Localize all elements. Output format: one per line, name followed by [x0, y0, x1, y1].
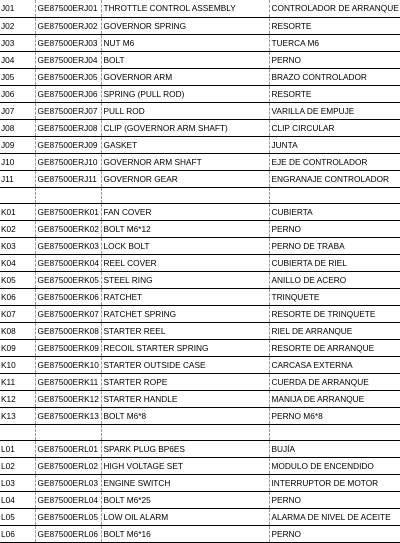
english-name-cell: STARTER HANDLE: [101, 390, 269, 407]
item-code-cell: J03: [0, 34, 35, 51]
part-number-cell: GE87500ERL04: [35, 491, 101, 508]
part-number-cell: GE87500ERL03: [35, 474, 101, 491]
table-separator-row: [0, 187, 400, 203]
item-code-cell: L06: [0, 525, 35, 542]
part-number-cell: GE87500ERJ11: [35, 170, 101, 187]
item-code-cell: J04: [0, 51, 35, 68]
table-row: [0, 136, 400, 153]
part-number-cell: [35, 187, 101, 203]
part-number-cell: GE87500ERJ09: [35, 136, 101, 153]
english-name-cell: [101, 424, 269, 440]
english-name-cell: RATCHET: [101, 288, 269, 305]
part-number-cell: GE87500ERJ05: [35, 68, 101, 85]
spanish-name-cell: TRINQUETE: [269, 288, 400, 305]
english-name-cell: [101, 187, 269, 203]
english-name-cell: BOLT: [101, 51, 269, 68]
table-row: [0, 491, 400, 508]
item-code-cell: [0, 424, 35, 440]
english-name-cell: STARTER REEL: [101, 322, 269, 339]
english-name-cell: REEL COVER: [101, 254, 269, 271]
table-row: [0, 17, 400, 34]
table-row: [0, 457, 400, 474]
spanish-name-cell: CONTROLADOR DE ARRANQUE: [269, 0, 400, 17]
part-number-cell: GE87500ERK10: [35, 356, 101, 373]
item-code-cell: K09: [0, 339, 35, 356]
part-number-cell: GE87500ERK09: [35, 339, 101, 356]
spanish-name-cell: PERNO: [269, 51, 400, 68]
table-row: [0, 254, 400, 271]
english-name-cell: HIGH VOLTAGE SET: [101, 457, 269, 474]
english-name-cell: PULL ROD: [101, 102, 269, 119]
item-code-cell: J10: [0, 153, 35, 170]
item-code-cell: J11: [0, 170, 35, 187]
table-row: [0, 525, 400, 542]
table-row: [0, 51, 400, 68]
table-row: [0, 339, 400, 356]
spanish-name-cell: VARILLA DE EMPUJE: [269, 102, 400, 119]
spanish-name-cell: [269, 187, 400, 203]
table-row: [0, 271, 400, 288]
spanish-name-cell: CUERDA DE ARRANQUE: [269, 373, 400, 390]
part-number-cell: GE87500ERJ01: [35, 0, 101, 17]
part-number-cell: GE87500ERL05: [35, 508, 101, 525]
part-number-cell: GE87500ERK02: [35, 220, 101, 237]
table-row: [0, 440, 400, 457]
english-name-cell: GASKET: [101, 136, 269, 153]
item-code-cell: J02: [0, 17, 35, 34]
spanish-name-cell: MANIJA DE ARRANQUE: [269, 390, 400, 407]
part-number-cell: GE87500ERK01: [35, 203, 101, 220]
part-number-cell: [35, 424, 101, 440]
table-row: [0, 237, 400, 254]
item-code-cell: J09: [0, 136, 35, 153]
part-number-cell: GE87500ERJ08: [35, 119, 101, 136]
spanish-name-cell: EJE DE CONTROLADOR: [269, 153, 400, 170]
part-number-cell: GE87500ERK08: [35, 322, 101, 339]
english-name-cell: CLIP (GOVERNOR ARM SHAFT): [101, 119, 269, 136]
spanish-name-cell: PERNO: [269, 491, 400, 508]
spanish-name-cell: CUBIERTA DE RIEL: [269, 254, 400, 271]
spanish-name-cell: JUNTA: [269, 136, 400, 153]
table-row: [0, 68, 400, 85]
part-number-cell: GE87500ERL01: [35, 440, 101, 457]
spanish-name-cell: [269, 424, 400, 440]
english-name-cell: RECOIL STARTER SPRING: [101, 339, 269, 356]
english-name-cell: STEEL RING: [101, 271, 269, 288]
english-name-cell: ENGINE SWITCH: [101, 474, 269, 491]
spanish-name-cell: ANILLO DE ACERO: [269, 271, 400, 288]
item-code-cell: K02: [0, 220, 35, 237]
spanish-name-cell: CARCASA EXTERNA: [269, 356, 400, 373]
english-name-cell: RATCHET SPRING: [101, 305, 269, 322]
item-code-cell: J07: [0, 102, 35, 119]
english-name-cell: STARTER OUTSIDE CASE: [101, 356, 269, 373]
english-name-cell: NUT M6: [101, 34, 269, 51]
part-number-cell: GE87500ERL06: [35, 525, 101, 542]
part-number-cell: GE87500ERL02: [35, 457, 101, 474]
english-name-cell: GOVERNOR ARM SHAFT: [101, 153, 269, 170]
table-row: [0, 305, 400, 322]
part-number-cell: GE87500ERK11: [35, 373, 101, 390]
english-name-cell: GOVERNOR GEAR: [101, 170, 269, 187]
spanish-name-cell: CUBIERTA: [269, 203, 400, 220]
part-number-cell: GE87500ERK07: [35, 305, 101, 322]
table-row: [0, 390, 400, 407]
item-code-cell: K03: [0, 237, 35, 254]
item-code-cell: K07: [0, 305, 35, 322]
spanish-name-cell: ALARMA DE NIVEL DE ACEITE: [269, 508, 400, 525]
part-number-cell: GE87500ERK03: [35, 237, 101, 254]
table-row: [0, 356, 400, 373]
english-name-cell: BOLT M6*25: [101, 491, 269, 508]
item-code-cell: L03: [0, 474, 35, 491]
table-row: [0, 102, 400, 119]
item-code-cell: J06: [0, 85, 35, 102]
table-row: [0, 508, 400, 525]
item-code-cell: J08: [0, 119, 35, 136]
spanish-name-cell: RIEL DE ARRANQUE: [269, 322, 400, 339]
table-row: [0, 170, 400, 187]
english-name-cell: STARTER ROPE: [101, 373, 269, 390]
part-number-cell: GE87500ERK04: [35, 254, 101, 271]
spanish-name-cell: RESORTE DE TRINQUETE: [269, 305, 400, 322]
spanish-name-cell: ENGRANAJE CONTROLADOR: [269, 170, 400, 187]
spanish-name-cell: CLIP CIRCULAR: [269, 119, 400, 136]
table-row: [0, 474, 400, 491]
part-number-cell: GE87500ERK06: [35, 288, 101, 305]
spanish-name-cell: RESORTE: [269, 17, 400, 34]
table-row: [0, 373, 400, 390]
table-row: [0, 85, 400, 102]
part-number-cell: GE87500ERJ04: [35, 51, 101, 68]
item-code-cell: K10: [0, 356, 35, 373]
table-row: [0, 119, 400, 136]
spanish-name-cell: BUJÍA: [269, 440, 400, 457]
spanish-name-cell: BRAZO CONTROLADOR: [269, 68, 400, 85]
english-name-cell: SPARK PLUG BP6ES: [101, 440, 269, 457]
item-code-cell: K13: [0, 407, 35, 424]
table-row: [0, 407, 400, 424]
item-code-cell: K08: [0, 322, 35, 339]
english-name-cell: THROTTLE CONTROL ASSEMBLY: [101, 0, 269, 17]
table-row: [0, 153, 400, 170]
item-code-cell: K06: [0, 288, 35, 305]
table-row: [0, 220, 400, 237]
english-name-cell: LOCK BOLT: [101, 237, 269, 254]
table-row: [0, 0, 400, 17]
item-code-cell: K05: [0, 271, 35, 288]
part-number-cell: GE87500ERK12: [35, 390, 101, 407]
english-name-cell: SPRING (PULL ROD): [101, 85, 269, 102]
item-code-cell: [0, 187, 35, 203]
part-number-cell: GE87500ERJ02: [35, 17, 101, 34]
item-code-cell: K01: [0, 203, 35, 220]
spanish-name-cell: INTERRUPTOR DE MOTOR: [269, 474, 400, 491]
english-name-cell: LOW OIL ALARM: [101, 508, 269, 525]
item-code-cell: J01: [0, 0, 35, 17]
item-code-cell: K11: [0, 373, 35, 390]
part-number-cell: GE87500ERJ06: [35, 85, 101, 102]
spanish-name-cell: RESORTE: [269, 85, 400, 102]
spanish-name-cell: PERNO M6*8: [269, 407, 400, 424]
spanish-name-cell: RESORTE DE ARRANQUE: [269, 339, 400, 356]
english-name-cell: GOVERNOR SPRING: [101, 17, 269, 34]
part-number-cell: GE87500ERJ10: [35, 153, 101, 170]
spanish-name-cell: PERNO DE TRABA: [269, 237, 400, 254]
english-name-cell: BOLT M6*8: [101, 407, 269, 424]
part-number-cell: GE87500ERJ03: [35, 34, 101, 51]
english-name-cell: GOVERNOR ARM: [101, 68, 269, 85]
part-number-cell: GE87500ERK13: [35, 407, 101, 424]
table-row: [0, 322, 400, 339]
spanish-name-cell: MODULO DE ENCENDIDO: [269, 457, 400, 474]
table-separator-row: [0, 424, 400, 440]
item-code-cell: L04: [0, 491, 35, 508]
item-code-cell: K04: [0, 254, 35, 271]
part-number-cell: GE87500ERJ07: [35, 102, 101, 119]
part-number-cell: GE87500ERK05: [35, 271, 101, 288]
table-row: [0, 34, 400, 51]
spanish-name-cell: PERNO: [269, 525, 400, 542]
item-code-cell: K12: [0, 390, 35, 407]
spanish-name-cell: PERNO: [269, 220, 400, 237]
english-name-cell: BOLT M6*12: [101, 220, 269, 237]
english-name-cell: FAN COVER: [101, 203, 269, 220]
spanish-name-cell: TUERCA M6: [269, 34, 400, 51]
item-code-cell: J05: [0, 68, 35, 85]
item-code-cell: L05: [0, 508, 35, 525]
item-code-cell: L02: [0, 457, 35, 474]
english-name-cell: BOLT M6*16: [101, 525, 269, 542]
item-code-cell: L01: [0, 440, 35, 457]
table-row: [0, 203, 400, 220]
table-row: [0, 288, 400, 305]
